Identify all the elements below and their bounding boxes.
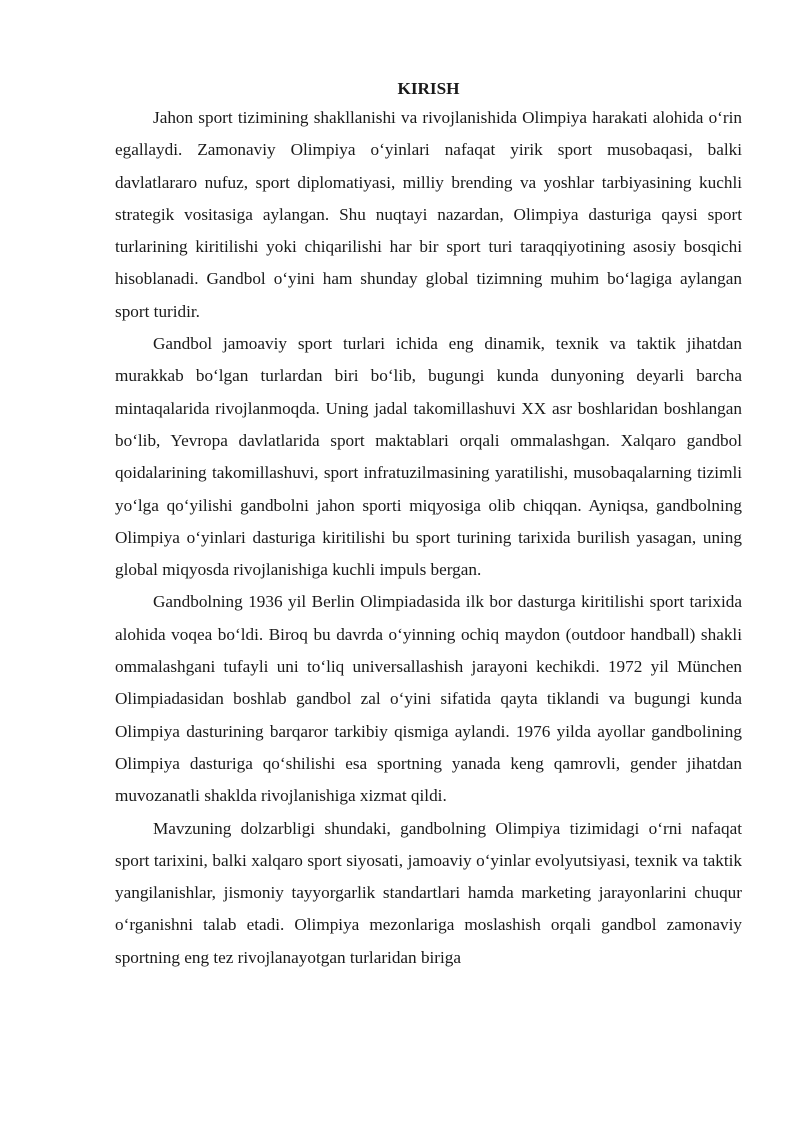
paragraph-2: Gandbol jamoaviy sport turlari ichida eng dinamik, texnik va taktik jihatdan murakkab bo‘lgan turlardan biri bo‘lib, bugungi kunda dunyoning deyarli barcha mintaqalarida rivojlanmoqda. Uning jadal takomillashuvi XX asr boshlaridan boshlangan bo‘lib, Yevropa davlatlarida sport maktablari orqali ommalashgan. Xalqaro gandbol qoidalarining takomillashuvi, sport infratuzilmasining yaratilishi, musobaqalarning tizimli yo‘lga qo‘yilishi gandbolni jahon sporti miqyosiga olib chiqqan. Ayniqsa, gandbolning Olimpiya o‘yinlari dasturiga kiritilishi bu sport turining tarixida burilish yasagan, uning global miqyosda rivojlanishiga kuchli impuls bergan. [115, 334, 742, 580]
page-title: KIRISH [397, 79, 460, 98]
document-body [115, 76, 742, 974]
paragraph-4: Mavzuning dolzarbligi shundaki, gandbolning Olimpiya tizimidagi o‘rni nafaqat sport tarixini, balki xalqaro sport siyosati, jamoaviy o‘yinlar evolyutsiyasi, texnik va taktik yangilanishlar, jismoniy tayyorgarlik standartlari hamda marketing jarayonlarini chuqur o‘rganishni talab etadi. Olimpiya mezonlariga moslashish orqali gandbol zamonaviy sportning eng tez rivojlanayotgan turlaridan biriga [115, 818, 742, 967]
paragraph-3: Gandbolning 1936 yil Berlin Olimpiadasida ilk bor dasturga kiritilishi sport tarixida alohida voqea bo‘ldi. Biroq bu davrda o‘yinning ochiq maydon (outdoor handball) shakli ommalashgani tufayli uni to‘liq universallashish jarayoni kechikdi. 1972 yil München Olimpiadasidan boshlab gandbol zal o‘yini sifatida qayta tiklandi va bugungi kunda Olimpiya dasturining barqaror tarkibiy qismiga aylandi. 1976 yilda ayollar gandbolining Olimpiya dasturiga qo‘shilishi esa sportning yanada keng qamrovli, gender jihatdan muvozanatli shaklda rivojlanishiga xizmat qildi. [115, 592, 742, 806]
paragraph-1: Jahon sport tizimining shakllanishi va rivojlanishida Olimpiya harakati alohida o‘rin egallaydi. Zamonaviy Olimpiya o‘yinlari nafaqat yirik sport musobaqasi, balki davlatlararo nufuz, sport diplomatiyasi, milliy brending va yoshlar tarbiyasining kuchli strategik vositasiga aylangan. Shu nuqtayi nazardan, Olimpiya dasturiga qaysi sport turlarining kiritilishi yoki chiqarilishi har bir sport turi taraqqiyotining asosiy bosqichi hisoblanadi. Gandbol o‘yini ham shunday global tizimning muhim bo‘lagiga aylangan sport turidir. [115, 108, 742, 321]
